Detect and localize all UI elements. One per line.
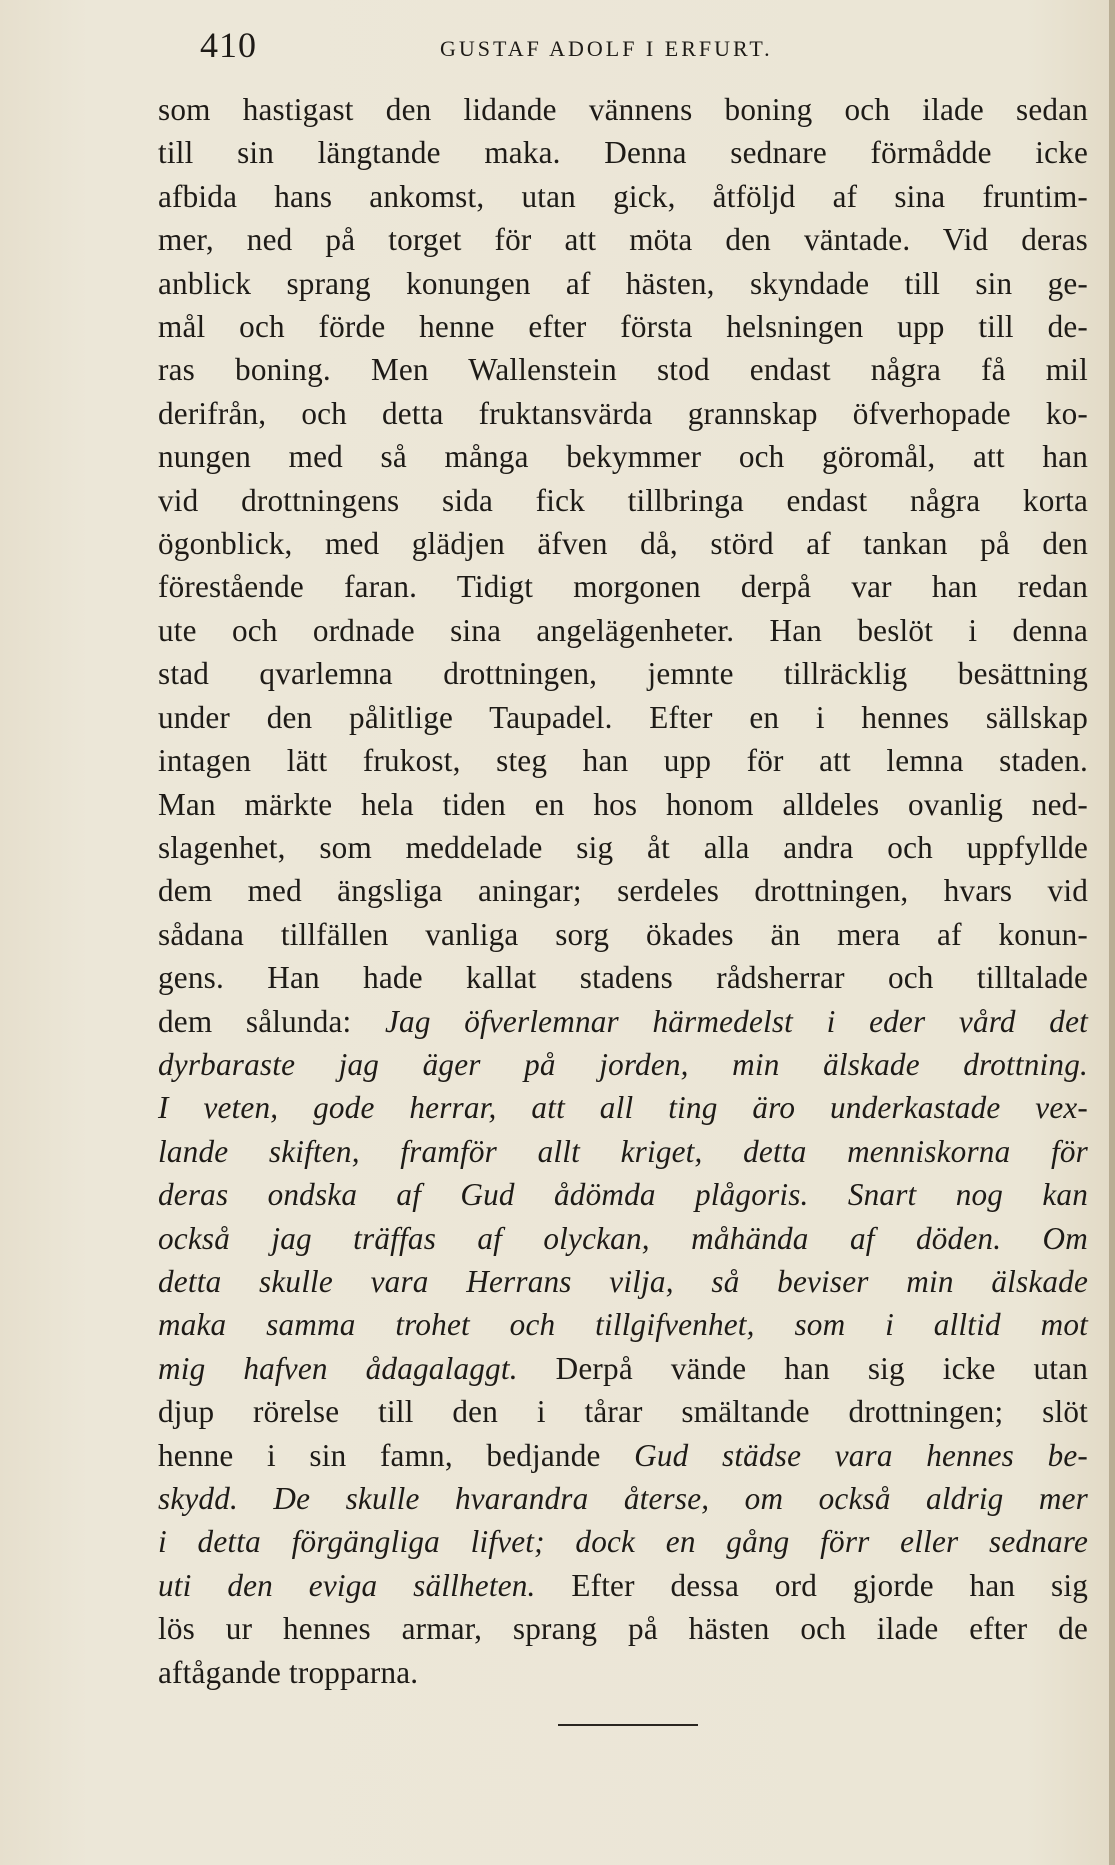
text-line [158, 1347, 1088, 1390]
text-line: också jag träffas af olyckan, måhända af döden. Om [158, 1220, 1088, 1256]
text-line: vid drottningens sida fick tillbringa endast några korta [158, 482, 1088, 518]
text-line: stad qvarlemna drottningen, jemnte tillräcklig besättning [158, 656, 1088, 692]
text-line: till sin längtande maka. Denna sednare förmådde icke [158, 135, 1088, 171]
text-line: som hastigast den lidande vännens boning och ilade sedan [158, 92, 1088, 127]
text-segment: dem sålunda: [158, 1003, 386, 1039]
text-line: sådana tillfällen vanliga sorg ökades än mera af konun- [158, 916, 1088, 952]
text-line: afbida hans ankomst, utan gick, åtföljd af sina fruntim- [158, 178, 1088, 214]
text-line: I veten, gode herrar, att all ting äro underkastade vex- [158, 1090, 1088, 1126]
text-line: lös ur hennes armar, sprang på hästen och ilade efter de [158, 1611, 1088, 1647]
text-line: gens. Han hade kallat stadens rådsherrar och tilltalade [158, 960, 1088, 996]
running-head: GUSTAF ADOLF I ERFURT. [440, 36, 773, 61]
text-line: ute och ordnade sina angelägenheter. Han beslöt i denna [158, 612, 1088, 648]
text-line: djup rörelse till den i tårar smältande drottningen; slöt [158, 1394, 1088, 1430]
text-line: detta skulle vara Herrans vilja, så beviser min älskade [158, 1263, 1088, 1299]
text-line: anblick sprang konungen af hästen, skyndade till sin ge- [158, 265, 1088, 301]
text-line: under den pålitlige Taupadel. Efter en i hennes sällskap [158, 699, 1088, 735]
text-line: aftågande tropparna. [158, 1654, 419, 1690]
text-line [158, 1564, 1088, 1607]
text-line [158, 1434, 1088, 1477]
text-segment: Jag öfverlemnar härmedelst i eder vård det [385, 1003, 1088, 1039]
text-line: förestående faran. Tidigt morgonen derpå var han redan [158, 569, 1088, 605]
text-line: dyrbaraste jag äger på jorden, min älskade drottning. [158, 1046, 1088, 1082]
text-line: derifrån, och detta fruktansvärda grannskap öfverhopade ko- [158, 395, 1088, 431]
text-line: ras boning. Men Wallenstein stod endast några få mil [158, 352, 1088, 388]
text-segment: Gud städse vara hennes be- [634, 1437, 1088, 1473]
text-line: lande skiften, framför allt kriget, detta menniskorna för [158, 1133, 1088, 1169]
text-line: mer, ned på torget för att möta den väntade. Vid deras [158, 222, 1088, 258]
body-text [158, 88, 1088, 1694]
text-segment: Efter dessa ord gjorde han sig [571, 1567, 1088, 1603]
text-line: deras ondska af Gud ådömda plågoris. Snart nog kan [158, 1177, 1088, 1213]
text-line: skydd. De skulle hvarandra återse, om också aldrig mer [158, 1481, 1088, 1516]
page-header [200, 24, 920, 74]
text-line: ögonblick, med glädjen äfven då, störd af tankan på den [158, 526, 1088, 562]
text-segment: uti den eviga sällheten. [158, 1567, 572, 1603]
text-line: dem med ängsliga aningar; serdeles drottningen, hvars vid [158, 873, 1088, 909]
text-line: maka samma trohet och tillgifvenhet, som i alltid mot [158, 1307, 1088, 1343]
section-rule [558, 1724, 698, 1726]
text-line: mål och förde henne efter första helsningen upp till de- [158, 309, 1088, 345]
text-line: slagenhet, som meddelade sig åt alla andra och uppfyllde [158, 829, 1088, 865]
text-line: intagen lätt frukost, steg han upp för att lemna staden. [158, 743, 1088, 779]
text-segment: Derpå vände han sig icke utan [555, 1350, 1088, 1386]
page-number: 410 [200, 25, 257, 65]
page-edge [1109, 0, 1115, 1865]
text-line: i detta förgängliga lifvet; dock en gång förr eller sednare [158, 1524, 1088, 1560]
text-line: Man märkte hela tiden en hos honom alldeles ovanlig ned- [158, 786, 1088, 822]
text-segment: mig hafven ådagalaggt. [158, 1350, 556, 1386]
text-segment: henne i sin famn, bedjande [158, 1437, 635, 1473]
text-line [158, 1000, 1088, 1043]
text-line: nungen med så många bekymmer och göromål, att han [158, 439, 1088, 475]
